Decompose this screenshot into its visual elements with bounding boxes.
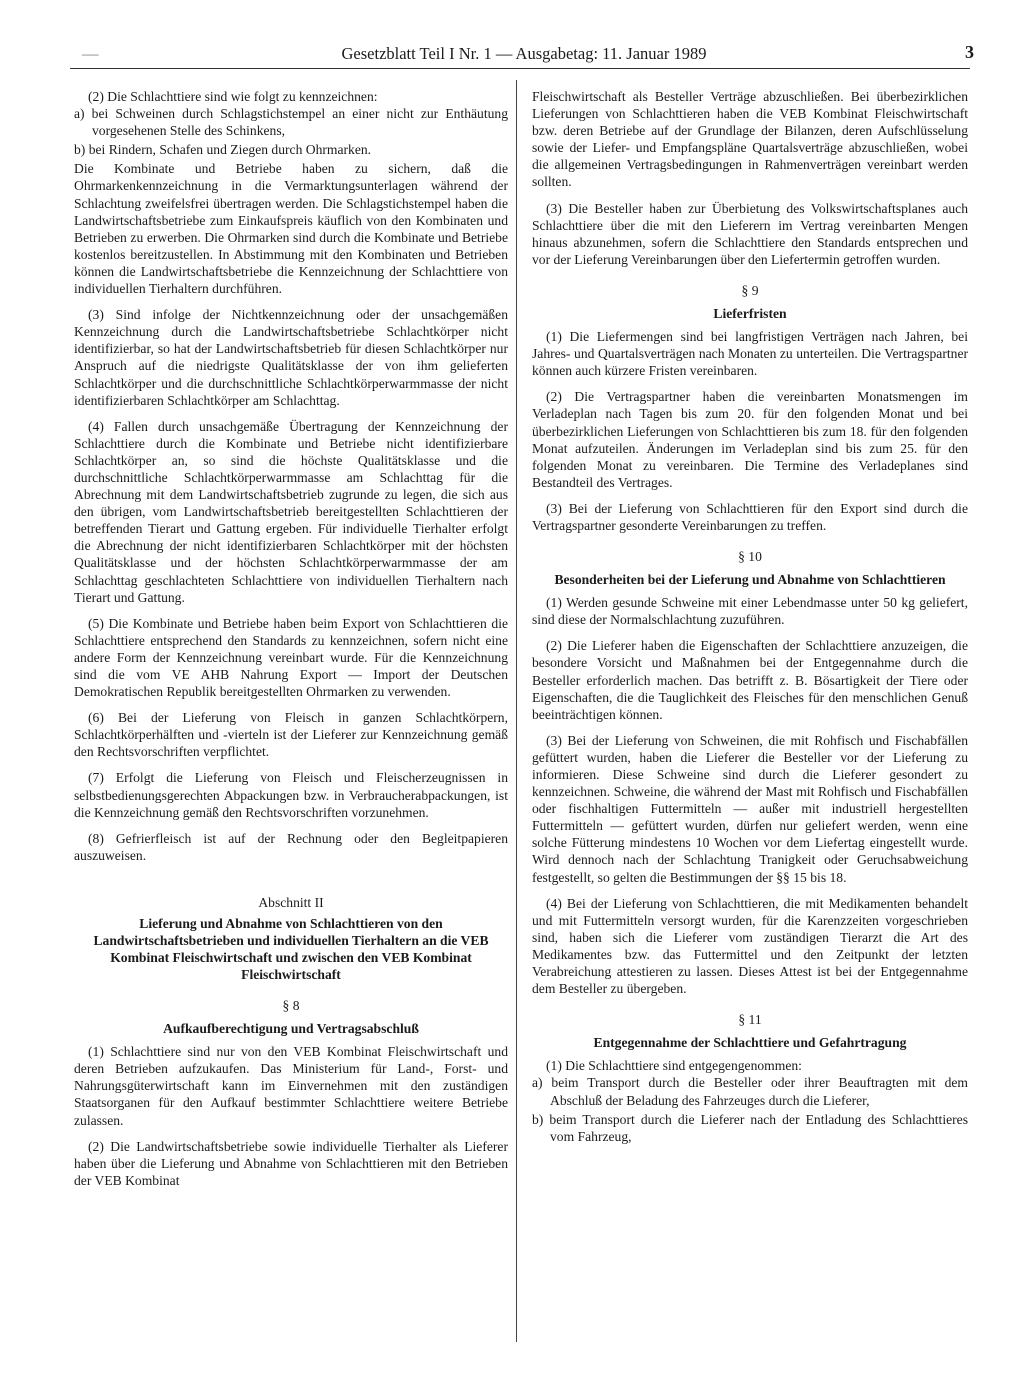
paragraph-11-title: Entgegennahme der Schlachttiere und Gefahrtragung: [593, 1035, 907, 1051]
paragraph-9-2: (2) Die Vertragspartner haben die vereinbarten Monatsmengen im Verladeplan nach Tagen bis zum 20. für den folgenden Monat und bei überbezirklichen Lieferungen von Schlachttieren bis zum 18. für den folgenden Monat aufzuteilen. Änderungen im Verladeplan sind bis zum 25. für den folgenden Monat zu vereinbaren. Die Termine des Verladeplanes sind Bestandteil des Vertrages.: [532, 389, 968, 490]
paragraph-7-7: (7) Erfolgt die Lieferung von Fleisch und Fleischerzeugnissen in selbstbedienungsgerechten Abpackungen bzw. in Verbraucherabpackungen, ist die Kennzeichnung gemäß den Rechtsvorschriften vorzunehmen.: [74, 770, 508, 820]
paragraph-sign-9: § 9: [741, 282, 759, 298]
header-dash: —: [82, 44, 100, 63]
paragraph-7-3: (3) Sind infolge der Nichtkennzeichnung oder der unsachgemäßen Kennzeichnung durch die Landwirtschaftsbetriebe Schlachtkörper nicht identifizierbar, so hat der Landwirtschaftsbetrieb für diesen Schlachtkörper nur Anspruch auf die niedrigste Qualitätsklasse der von ihm gelieferten Schlachtkörper und die durchschnittliche Schlachtkörperwarmmasse der nicht identifizierbaren Schlachtkörper am Schlachttag.: [74, 307, 508, 408]
paragraph-sign-8: § 8: [282, 998, 300, 1014]
paragraph-7-5: (5) Die Kombinate und Betriebe haben beim Export von Schlachttieren die Schlachttiere entsprechend den Standards zu kennzeichnen, sofern nicht eine andere Form der Kennzeichnung vereinbart wurde. Für die Kennzeichnung sind die vom VE AHB Nahrung Export — Import der Deutschen Demokratischen Republik bereitgestellten Ohrmarken zu verwenden.: [74, 615, 508, 700]
paragraph-9-title: Lieferfristen: [713, 306, 787, 322]
page-header: [74, 44, 974, 68]
paragraph-8-2-continued: Fleischwirtschaft als Besteller Verträge abzuschließen. Bei überbezirklichen Lieferungen von Schlachttieren haben die VEB Kombinat Fleischwirtschaft bzw. deren Betriebe auf der Grundlage der Bilanzen, deren Aufschlüsselung sowie der Liefer- und Empfangspläne Quartalsverträge abzuschließen, wobei die allgemeinen Vertragsbedingungen in Rahmenverträgen vereinbart werden sollten.: [532, 89, 968, 190]
page-number: 3: [965, 42, 974, 62]
paragraph-9-1: (1) Die Liefermengen sind bei langfristigen Verträgen nach Jahren, bei Jahres- und Quartalsverträgen nach Monaten zu unterteilen. Die Vertragspartner können auch kürzere Fristen vereinbaren.: [532, 329, 968, 379]
paragraph-10-3: (3) Bei der Lieferung von Schweinen, die mit Rohfisch und Fischabfällen gefüttert wurden, haben die Lieferer die Besteller vor der Lieferung zu informieren. Diese Schweine sind durch die Lieferer gesondert zu kennzeichnen. Schweine, die während der Mast mit Rohfisch und Fischabfällen oder fischhaltigen Futtermitteln — außer mit industriell hergestellten Futtermitteln — gefüttert wurden, dürfen nur geliefert werden, wenn eine solche Fütterung mindestens 10 Wochen vor dem Liefertag eingestellt wurde. Wird dennoch nach der Schlachtung Tranigkeit oder Geruchsabweichung festgestellt, so gelten die Bestimmungen der §§ 15 bis 18.: [532, 732, 968, 885]
right-column: [532, 88, 968, 1147]
paragraph-11-1: (1) Die Schlachttiere sind entgegengenommen:: [546, 1058, 802, 1074]
list-item-11-a: a) beim Transport durch die Besteller oder ihrer Beauftragten mit dem Abschluß der Beladung des Fahrzeuges durch die Lieferer,: [532, 1075, 968, 1108]
paragraph-7-4: (4) Fallen durch unsachgemäße Übertragung der Kennzeichnung der Schlachttiere durch die Kombinate und Betriebe nicht identifizierbare Schlachtkörper an, so sind die höchste Qualitätsklasse und die durchschnittliche Schlachtkörperwarmmasse am Schlachttag für die Abrechnung mit dem Landwirtschaftsbetrieb zugrunde zu legen, die sich aus den übrigen, vom Landwirtschaftsbetrieb bereitgestellten Schlachttieren der betreffenden Tierart und Gattung ergeben. Für individuelle Tierhalter erfolgt die Abrechnung der nicht identifizierbaren Schlachtkörper mit der höchsten Qualitätsklasse und der höchsten Schlachtkörperwarmmasse der am Schlachttag geschlachteten Schlachttiere von individuellen Tierhaltern nach Tierart und Gattung.: [74, 418, 508, 605]
paragraph-8-1: (1) Schlachttiere sind nur von den VEB Kombinat Fleischwirtschaft und deren Betrieben aufzukaufen. Das Ministerium für Land-, Forst- und Nahrungsgüterwirtschaft kann im Einvernehmen mit den zuständigen Staatsorganen für den Aufkauf bestimmter Schlachttiere weitere Betriebe zulassen.: [74, 1044, 508, 1128]
left-column: [74, 88, 508, 1198]
paragraph-10-1: (1) Werden gesunde Schweine mit einer Lebendmasse unter 50 kg geliefert, sind diese der Normalschlachtung zuzuführen.: [532, 595, 968, 628]
paragraph-8-2: (2) Die Landwirtschaftsbetriebe sowie individuelle Tierhalter als Lieferer haben über die Lieferung und Abnahme von Schlachttieren mit den Betrieben der VEB Kombinat: [74, 1138, 508, 1188]
paragraph-8-3: (3) Die Besteller haben zur Überbietung des Volkswirtschaftsplanes auch Schlachttiere über die mit den Lieferern im Vertrag vereinbarten Mengen hinaus abzunehmen, sofern die Schlachttiere den Standards entsprechen und vor der Lieferung Vereinbarungen über den Liefertermin getroffen wurden.: [532, 200, 968, 267]
column-divider: [516, 80, 517, 1342]
paragraph-7-6: (6) Bei der Lieferung von Fleisch in ganzen Schlachtkörpern, Schlachtkörperhälften und -vierteln ist der Lieferer zur Kennzeichnung gemäß den Rechtsvorschriften verpflichtet.: [74, 710, 508, 760]
paragraph-9-3: (3) Bei der Lieferung von Schlachttieren für den Export sind durch die Vertragspartner gesonderte Vereinbarungen zu treffen.: [532, 500, 968, 533]
header-rule: [70, 68, 970, 69]
list-item-11-b: b) beim Transport durch die Lieferer nach der Entladung des Schlachttieres vom Fahrzeug,: [532, 1111, 968, 1144]
paragraph-7-2-text: Die Kombinate und Betriebe haben zu sichern, daß die Ohrmarkenkennzeichnung in die Vermarktungsunterlagen während der Schlachtung zweifelsfrei übertragen werden. Die Schlagstichstempel haben die Landwirtschaftsbetriebe zum Einkaufspreis käuflich von den Kombinaten und Betrieben zu erwerben. Die Ohrmarken sind durch die Kombinate und Betriebe kostenlos bereitzustellen. In Abstimmung mit den Kombinaten und Betrieben können die Landwirtschaftsbetriebe die Kennzeichnung der Schlachttiere von individuellen Tierhaltern durchführen.: [74, 161, 508, 297]
paragraph-sign-11: § 11: [738, 1012, 762, 1028]
paragraph-sign-10: § 10: [738, 549, 762, 565]
list-item-b: b) bei Rindern, Schafen und Ziegen durch Ohrmarken.: [74, 142, 372, 158]
paragraph-10-4: (4) Bei der Lieferung von Schlachttieren, die mit Medikamenten behandelt und mit Futtermitteln versorgt wurden, für die Karenzzeiten vorgeschrieben sind, haben sich die Lieferer vom zuständigen Tierarzt die Art des Medikamentes bzw. das Futtermittel und den Zeitpunkt der letzten Verabreichung attestieren zu lassen. Dieses Attest ist bei der Entgegennahme dem Besteller zu übergeben.: [532, 895, 968, 997]
list-item-a: a) bei Schweinen durch Schlagstichstempel an einer nicht zur Enthäutung vorgesehenen Stelle des Schinkens,: [74, 106, 508, 139]
section-label: Abschnitt II: [258, 894, 324, 910]
paragraph-8-title: Aufkaufberechtigung und Vertragsabschluß: [163, 1021, 419, 1037]
paragraph-10-title: Besonderheiten bei der Lieferung und Abnahme von Schlachttieren: [554, 572, 946, 588]
paragraph-7-8: (8) Gefrierfleisch ist auf der Rechnung oder den Begleitpapieren auszuweisen.: [74, 830, 508, 863]
paragraph-7-2-intro: (2) Die Schlachttiere sind wie folgt zu kennzeichnen:: [88, 89, 378, 104]
section-title: Lieferung und Abnahme von Schlachttieren von den Landwirtschaftsbetrieben und individuellen Tierhaltern an die VEB Kombinat Fleischwirtschaft und zwischen den VEB Kombinat Fleischwirtschaft: [93, 916, 489, 983]
paragraph-10-2: (2) Die Lieferer haben die Eigenschaften der Schlachttiere anzuzeigen, die besondere Vorsicht und Maßnahmen bei der Entgegennahme durch die Besteller erforderlich machen. Das betrifft z. B. Bösartigkeit der Tiere oder Eigenschaften, die die Tauglichkeit des Fleisches für den menschlichen Genuß beeinträchtigen können.: [532, 638, 968, 722]
header-title: Gesetzblatt Teil I Nr. 1 — Ausgabetag: 11. Januar 1989: [341, 44, 707, 63]
